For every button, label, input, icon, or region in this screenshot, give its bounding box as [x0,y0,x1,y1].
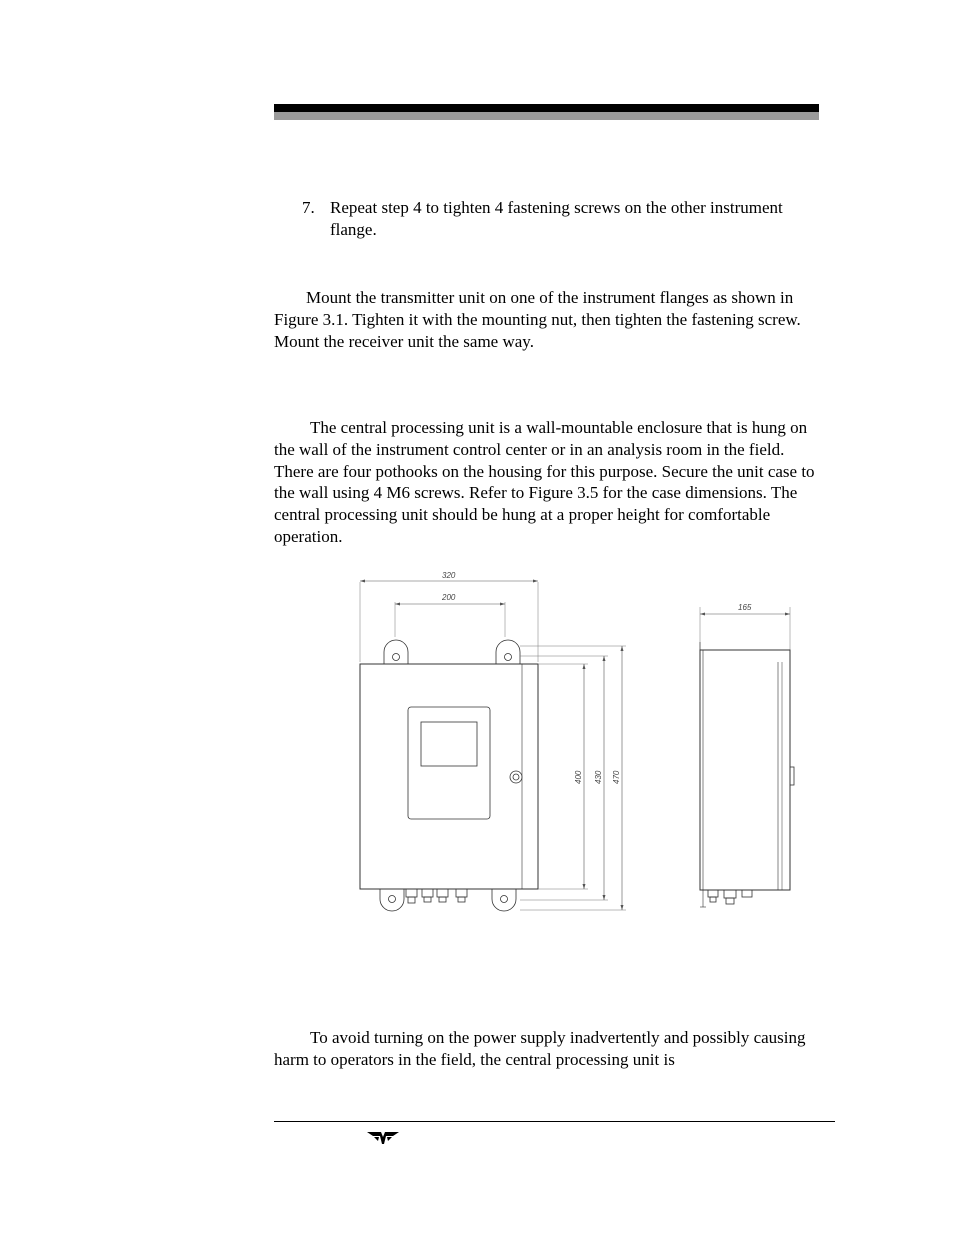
paragraph-mount-units [274,287,819,352]
header-rule-gray [274,112,819,120]
step-text: Repeat step 4 to tighten 4 fastening screws on the other instrument flange. [330,198,783,239]
cpu-case-dimension-drawing [350,562,800,917]
dim-width-total: 320 [442,571,456,580]
teledyne-logo-icon [365,1130,401,1146]
header-rule-dark [274,104,819,112]
front-view [360,571,626,911]
footer-rule [274,1121,835,1122]
paragraph-cpu-text: The central processing unit is a wall-mountable enclosure that is hung on the wall of the instrument control center or in an analysis room in the field. There are four pothooks on the housing for this purpose. Secure the unit case to the wall using 4 M6 screws. Refer to Figure 3.5 for the case dimensions. The central processing unit should be hung at a proper height for comfortable operation. [274,418,815,546]
dim-height-body: 400 [574,770,583,784]
step-number: 7. [302,198,315,217]
dim-hook-spacing: 200 [442,593,456,602]
paragraph-cpu-mounting [274,417,819,548]
paragraph-mount-text: Mount the transmitter unit on one of the instrument flanges as shown in Figure 3.1. Tighten it with the mounting nut, then tighten the fastening screw. Mount the receiver unit the same way. [274,288,801,351]
dim-depth: 165 [738,603,752,612]
paragraph-power-text: To avoid turning on the power supply inadvertently and possibly causing harm to operators in the field, the central processing unit is [274,1028,806,1069]
paragraph-power-supply [274,1027,819,1071]
dim-height-hooks: 430 [594,770,603,784]
side-view [700,603,794,907]
dim-height-total: 470 [612,770,621,784]
